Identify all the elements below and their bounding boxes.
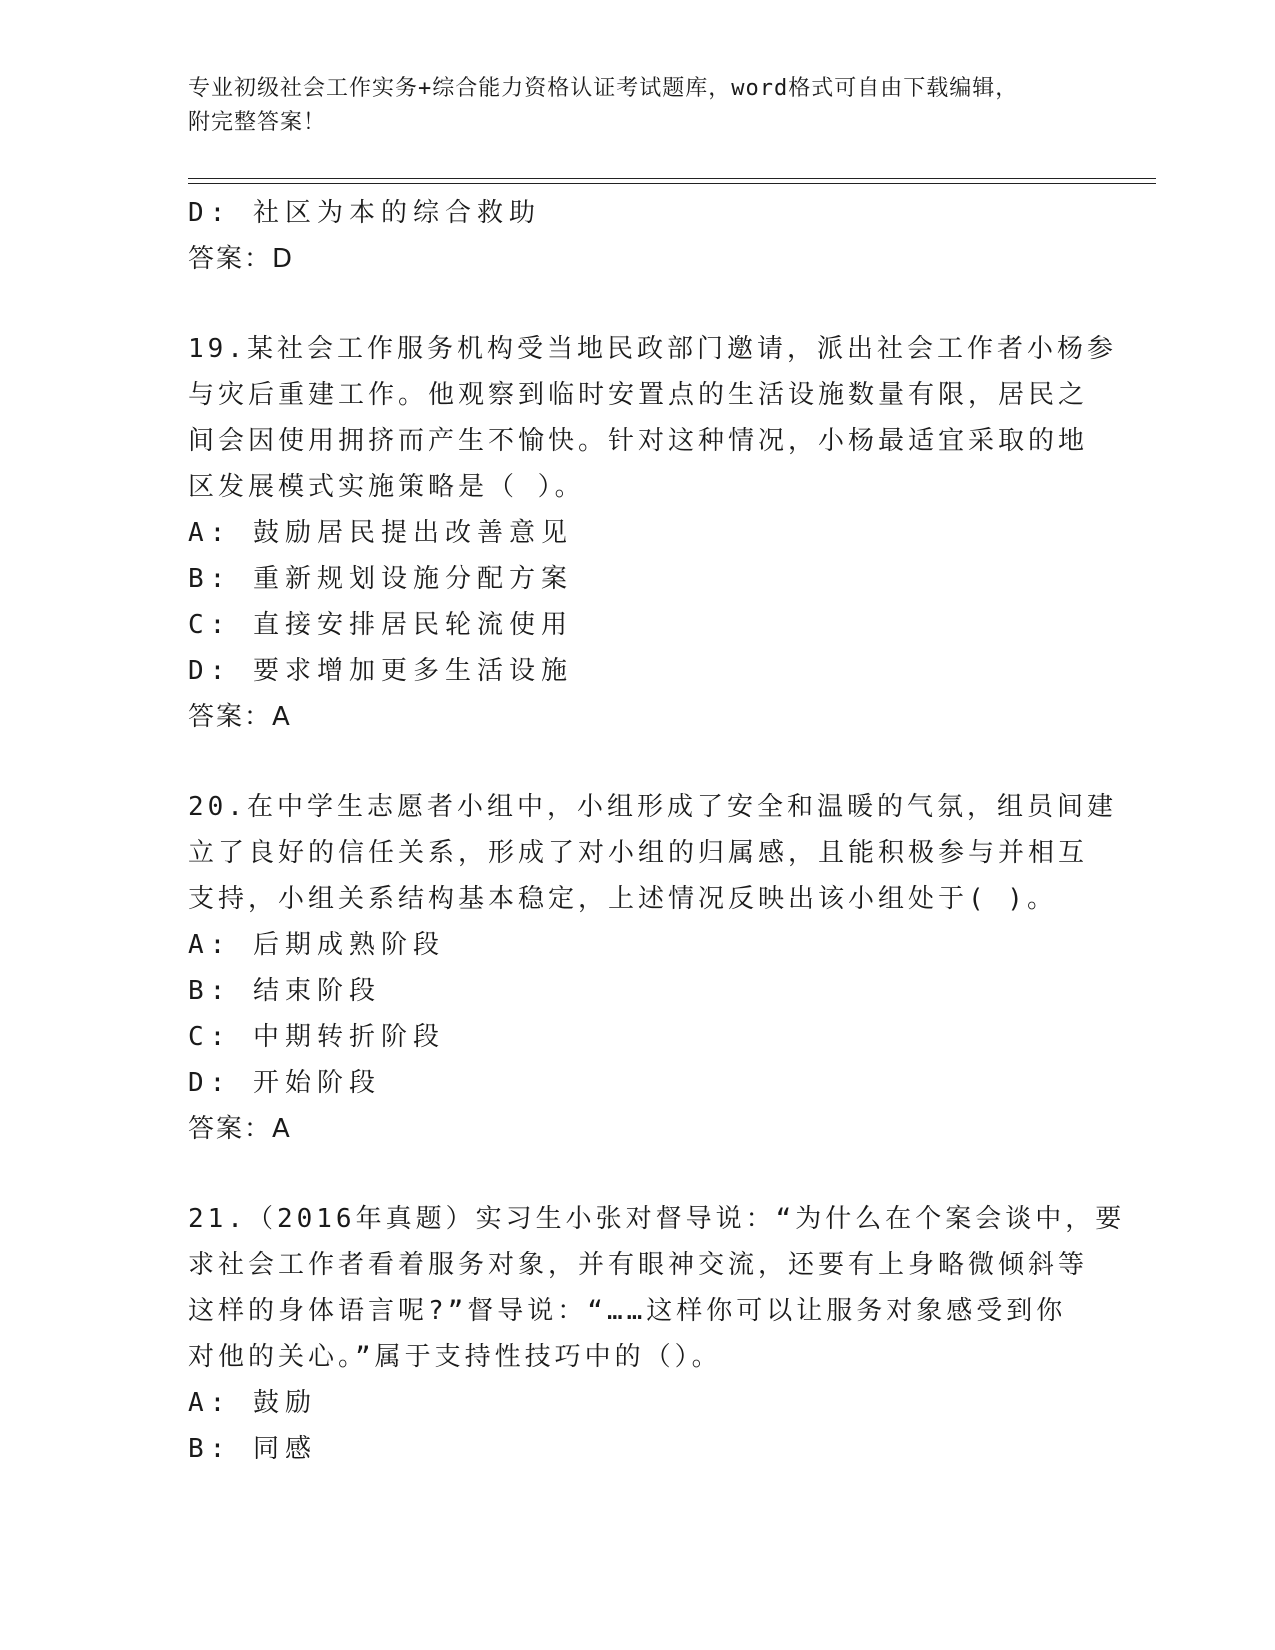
- q21-option-a: A: 鼓励: [188, 1388, 317, 1418]
- q20-stem-line: 20.在中学生志愿者小组中，小组形成了安全和温暖的气氛，组员间建: [188, 792, 1117, 822]
- q20-option-a: A: 后期成熟阶段: [188, 930, 445, 960]
- q19-option-b: B: 重新规划设施分配方案: [188, 564, 573, 594]
- question-content: [188, 190, 1126, 1472]
- q20-option-b: B: 结束阶段: [188, 976, 381, 1006]
- q19-option-c: C: 直接安排居民轮流使用: [188, 610, 573, 640]
- spacer: [188, 282, 1088, 326]
- q19-option-a: A: 鼓励居民提出改善意见: [188, 518, 573, 548]
- q19-option-d: D: 要求增加更多生活设施: [188, 656, 573, 686]
- q20-option-d: D: 开始阶段: [188, 1068, 381, 1098]
- q19-stem: [188, 326, 1117, 510]
- header-divider-top: [188, 178, 1156, 179]
- q21-stem-line: 21.（2016年真题）实习生小张对督导说：“为什么在个案会谈中，要: [188, 1204, 1126, 1234]
- q20-stem-line: 立了良好的信任关系，形成了对小组的归属感，且能积极参与并相互: [188, 838, 1089, 868]
- q19-answer: 答案：A: [188, 702, 292, 732]
- spacer: [188, 740, 1088, 784]
- page-header: [188, 72, 1088, 140]
- q19-stem-line: 19.某社会工作服务机构受当地民政部门邀请，派出社会工作者小杨参: [188, 334, 1117, 364]
- q20-option-c: C: 中期转折阶段: [188, 1022, 445, 1052]
- q21-stem-line: 对他的关心。”属于支持性技巧中的（）。: [188, 1342, 722, 1372]
- q21-stem-line: 求社会工作者看着服务对象，并有眼神交流，还要有上身略微倾斜等: [188, 1250, 1089, 1280]
- q20-answer: 答案：A: [188, 1114, 292, 1144]
- q21-stem-line: 这样的身体语言呢?”督导说：“……这样你可以让服务对象感受到你: [188, 1296, 1067, 1326]
- q21-option-b: B: 同感: [188, 1434, 317, 1464]
- q21-stem: [188, 1196, 1126, 1380]
- q19-stem-line: 区发展模式实施策略是（ ）。: [188, 472, 585, 502]
- q20-stem-line: 支持，小组关系结构基本稳定，上述情况反映出该小组处于( )。: [188, 884, 1057, 914]
- q20-stem: [188, 784, 1117, 922]
- q19-stem-line: 间会因使用拥挤而产生不愉快。针对这种情况，小杨最适宜采取的地: [188, 426, 1089, 456]
- q18-answer: 答案：D: [188, 244, 295, 274]
- header-line-1: 专业初级社会工作实务+综合能力资格认证考试题库，word格式可自由下载编辑，: [188, 76, 1019, 101]
- q18-option-d: D: 社区为本的综合救助: [188, 198, 541, 228]
- spacer: [188, 1152, 1088, 1196]
- header-line-2: 附完整答案！: [188, 110, 327, 135]
- header-divider-bottom: [188, 183, 1156, 184]
- q19-stem-line: 与灾后重建工作。他观察到临时安置点的生活设施数量有限，居民之: [188, 380, 1089, 410]
